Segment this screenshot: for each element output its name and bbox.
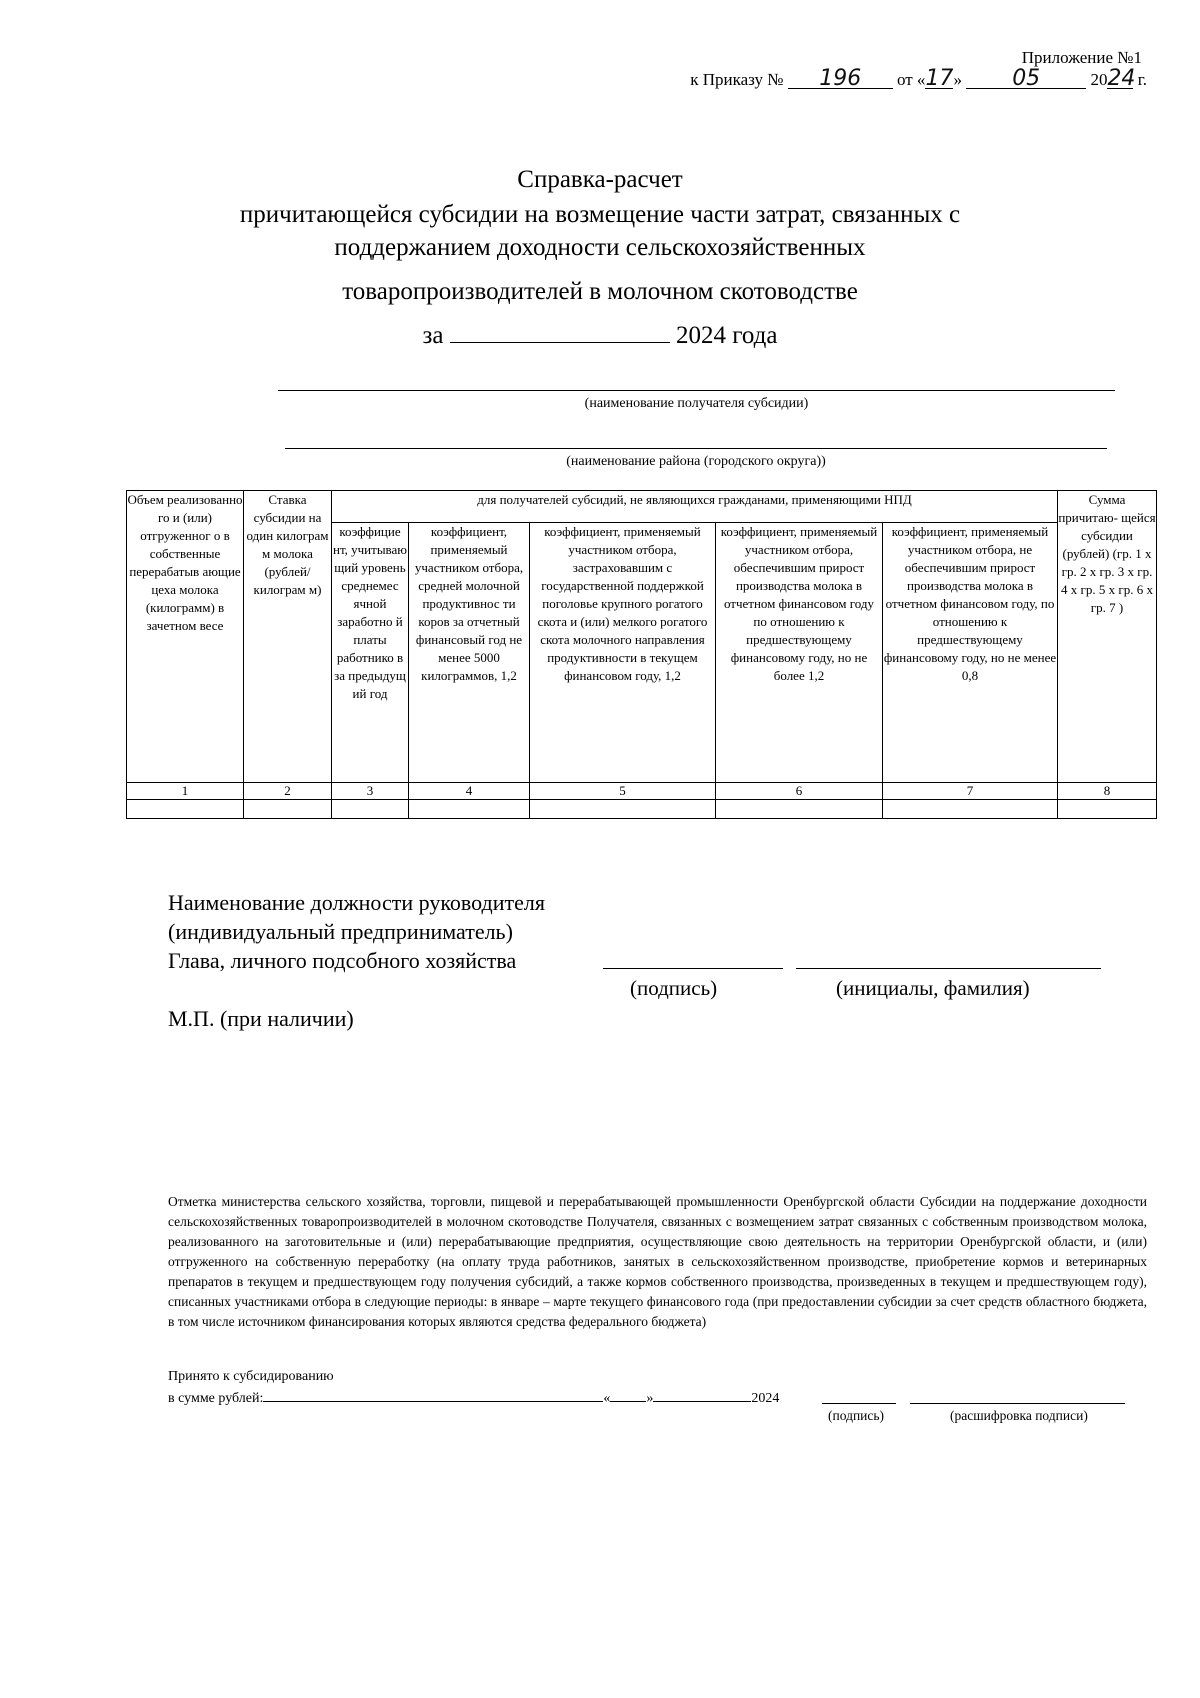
order-reference [690, 66, 1147, 91]
signature-caption: (подпись) [630, 976, 718, 1000]
recipient-caption: (наименование получателя субсидии) [584, 396, 809, 411]
doc-title: Справка-расчет [517, 166, 683, 193]
day-blank [610, 1387, 646, 1402]
order-number: 196 [788, 70, 893, 89]
col-6-header: коэффициент, применяемый участником отбора, обеспечившим прирост производства молока в отчетном финансовом году по отношению к предшествующему финансовому году, но не более 1,2 [716, 523, 883, 783]
recipient-line [278, 390, 1115, 391]
data-cell [883, 800, 1058, 819]
entrepreneur-label: (индивидуальный предприниматель) [168, 919, 513, 944]
accept-signature-line [822, 1403, 896, 1404]
ministry-note: Отметка министерства сельского хозяйства, торговли, пищевой и перерабатывающей промышленности Оренбургской области Субсидии на поддержание доходности сельскохозяйственных товаропроизводителей в молочном скотоводстве Получателя, связанных с возмещением затрат связанных с собственным производством молока, реализованного на заготовительные и (или) перерабатывающие предприятия, осуществляющие свою деятельность на территории Оренбургской области, и (или) отгруженного на собственную переработку (на оплату труда работников, занятых в сельскохозяйственном производстве, приобретение кормов и ветеринарных препаратов в текущем и предшествующем году получения субсидий, а также кормов собственного производства, произведенных в текущем и предшествующем году), списанных участниками отбора в следующие периоды: в январе – марте текущего финансового года (при предоставлении субсидии за счет средств областного бюджета, в том числе источником финансирования которых являются средства федерального бюджета) [168, 1194, 1147, 1329]
data-cell [409, 800, 530, 819]
data-cell [716, 800, 883, 819]
head-position-label: Наименование должности руководителя [168, 890, 545, 915]
doc-subtitle-3: товаропроизводителей в молочном скотоводстве [342, 278, 858, 305]
order-from: от « [896, 70, 926, 89]
order-year-g: г. [1137, 70, 1147, 89]
signature-line [603, 968, 783, 969]
col-number: 3 [332, 783, 409, 800]
household-head-label: Глава, личного подсобного хозяйства [168, 948, 517, 973]
acceptance-year: 2024 [751, 1391, 780, 1406]
period-blank [450, 318, 670, 343]
col-3-header: коэффицие нт, учитываю щий уровень среднемес ячной заработно й платы работнико в за предыдущ ий год [332, 523, 409, 783]
group-header: для получателей субсидий, не являющихся гражданами, применяющими НПД [332, 491, 1058, 523]
col-8-header: Сумма причитаю- щейся субсидии (рублей) (гр. 1 х гр. 2 х гр. 3 х гр. 4 х гр. 5 х гр. 6 х гр. 7 ) [1058, 491, 1157, 783]
period-suffix: 2024 года [676, 322, 778, 349]
col-7-header: коэффициент, применяемый участником отбора, не обеспечившим прирост производства молока в отчетном финансовом году, по отношению к предшествующему финансовому году, но не менее 0,8 [883, 523, 1058, 783]
col-1-header: Объем реализованно го и (или) отгруженног о в собственные перерабатыв ающие цеха молока (килограмм) в зачетном весе [127, 491, 244, 783]
district-line [285, 448, 1107, 449]
district-caption: (наименование района (городского округа)) [566, 454, 826, 469]
order-year-suffix: 24 [1107, 66, 1136, 91]
sum-blank [263, 1387, 603, 1402]
order-prefix: к Приказу № [690, 70, 784, 89]
sum-row [168, 1387, 779, 1409]
accept-signature-caption: (подпись) [828, 1408, 885, 1423]
sum-label: в сумме рублей: [168, 1391, 264, 1406]
col-number: 8 [1058, 783, 1157, 800]
period-prefix: за [422, 322, 444, 349]
accept-decode-line [910, 1403, 1125, 1404]
data-cell [530, 800, 716, 819]
order-month: 05 [966, 70, 1086, 89]
name-caption: (инициалы, фамилия) [836, 976, 1030, 1000]
stamp-label: М.П. (при наличии) [168, 1006, 354, 1031]
col-number: 6 [716, 783, 883, 800]
doc-period [0, 318, 1200, 353]
month-blank [653, 1387, 751, 1402]
order-day: 17 [925, 66, 954, 91]
appendix-label: Приложение №1 [1021, 48, 1142, 67]
col-4-header: коэффициент, применяемый участником отбора, средней молочной продуктивнос ти коров за отчетный финансовый год не менее 5000 килограммов, 1,2 [409, 523, 530, 783]
open-quote: « [603, 1391, 611, 1406]
col-number: 2 [244, 783, 332, 800]
name-line [796, 968, 1101, 969]
doc-subtitle-1: причитающейся субсидии на возмещение части затрат, связанных с [239, 201, 961, 228]
doc-subtitle-2: поддержанием доходности сельскохозяйственных [334, 234, 866, 261]
accepted-label: Принято к субсидированию [168, 1369, 334, 1384]
col-5-header: коэффициент, применяемый участником отбора, застраховавшим с государственной поддержкой поголовье крупного рогатого скота и (или) мелкого рогатого скота молочного направления продуктивности в текущем финансовом году, 1,2 [530, 523, 716, 783]
data-cell [244, 800, 332, 819]
col-2-header: Ставка субсидии на один килограм м молока (рублей/ килограм м) [244, 491, 332, 783]
data-cell [127, 800, 244, 819]
order-year-prefix: 20 [1090, 70, 1108, 89]
close-quote: » [646, 1391, 654, 1406]
col-number: 7 [883, 783, 1058, 800]
col-number: 5 [530, 783, 716, 800]
accept-decode-caption: (расшифровка подписи) [950, 1408, 1088, 1423]
subsidy-table [126, 490, 1157, 819]
col-number: 1 [127, 783, 244, 800]
data-cell [332, 800, 409, 819]
data-cell [1058, 800, 1157, 819]
col-number: 4 [409, 783, 530, 800]
order-day-close: » [953, 70, 962, 89]
